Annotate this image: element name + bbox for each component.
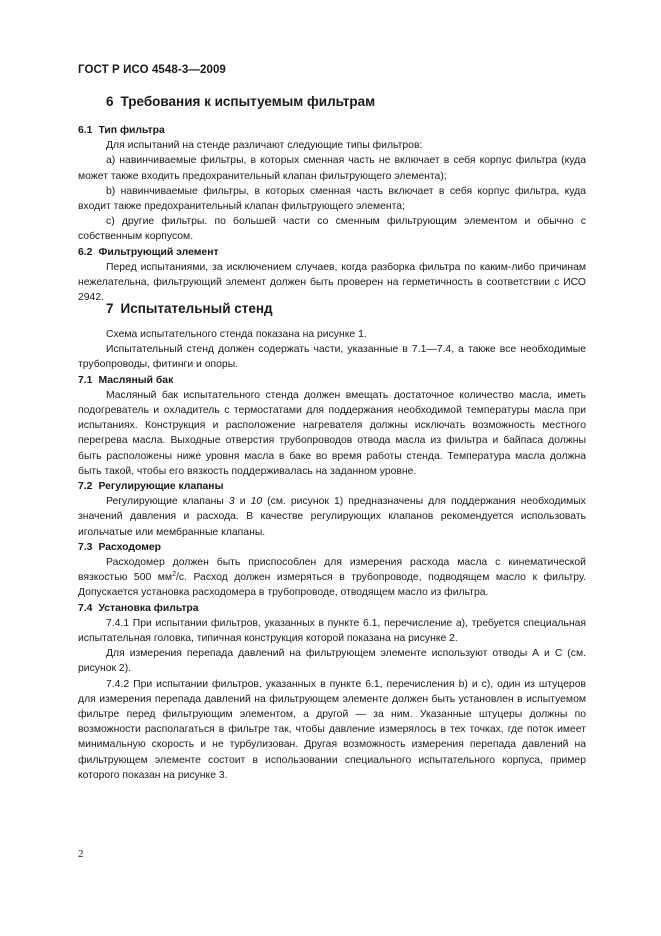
paragraph: Масляный бак испытательного стенда должен вмещать достаточное количество масла, иметь подогреватель и охладитель с термостатами для поддержания необходимой температуры масла при испытаниях. Конструкция и расположение нагревателя должны исключать возможность местного перегрева масла. Выходные отверстия трубопроводов отвода масла из фильтра и байпаса должны быть расположены ниже уровня масла в баке во время работы стенда. Температура масла должна быть такой, чтобы его вязкость поддерживалась на заданном уровне. — [78, 389, 586, 477]
paragraph — [78, 555, 586, 601]
subsection-7-4-number: 7.4 — [78, 602, 93, 614]
subsection-7-2-number: 7.2 — [78, 481, 93, 493]
page-number: 2 — [78, 848, 84, 860]
section-7-number: 7 — [106, 301, 114, 316]
superscript: 2 — [172, 571, 176, 579]
list-item-b: b) навинчиваемые фильтры, в которых сменная часть включает в себя корпус фильтра, куда входит также предохранительный клапан фильтрующего элемента; — [78, 185, 586, 213]
figure-ref: 3 — [228, 496, 235, 508]
text-run: Регулирующие клапаны — [106, 496, 229, 508]
section-6-title: Требования к испытуемым фильтрам — [120, 94, 376, 109]
text-run: и — [234, 496, 251, 508]
section-6-heading — [106, 94, 375, 109]
subsection-6-2-title: Фильтрующий элемент — [98, 246, 219, 258]
text-run: Расходомер должен быть приспособлен для измерения расхода масла с кинематической вязкостью 500 мм — [78, 557, 586, 584]
subsection-7-3-heading — [78, 540, 586, 555]
paragraph: Перед испытаниями, за исключением случаев, когда разборка фильтра по каким-либо причинам нежелательна, фильтрующий элемент должен быть проверен на герметичность в соответствии с ИСО 2942. — [78, 261, 586, 304]
subsection-6-1-title: Тип фильтра — [98, 125, 165, 136]
subsection-7-4-title: Установка фильтра — [98, 602, 199, 614]
paragraph: 7.4.1 При испытании фильтров, указанных в пункте 6.1, перечисление а), требуется специальная испытательная головка, типичная конструкция которой показана на рисунке 2. — [78, 617, 586, 645]
section-7-heading — [106, 301, 273, 316]
section-7-body — [78, 327, 586, 783]
figure-ref: 10 — [250, 496, 263, 508]
paragraph: Для испытаний на стенде различают следующие типы фильтров: — [106, 140, 423, 152]
subsection-7-2-title: Регулирующие клапаны — [98, 481, 224, 493]
section-6-body — [78, 123, 586, 305]
paragraph: Для измерения перепада давлений на фильтрующем элементе используют отводы А и С (см. рисунок 2). — [78, 648, 586, 675]
subsection-7-2-heading — [78, 479, 586, 494]
subsection-7-1-title: Масляный бак — [98, 374, 174, 386]
subsection-7-4-heading — [78, 601, 586, 616]
text-run: (см. рисунок 1) предназначены для поддержания необходимых значений давления и расхода. В качестве регулирующих клапанов рекомендуется использовать игольчатые или мембранные клапаны. — [78, 496, 586, 538]
text-run: /с. Расход должен измеряться в трубопроводе, подводящем масло к фильтру. Допускается установка расходомера в трубопроводе, отводящем масло из фильтра. — [78, 572, 587, 599]
paragraph: Схема испытательного стенда показана на рисунке 1. — [106, 329, 367, 340]
subsection-7-3-title: Расходомер — [98, 541, 162, 553]
paragraph: Испытательный стенд должен содержать части, указанные в 7.1—7.4, а также все необходимые трубопроводы, фитинги и опоры. — [78, 344, 586, 371]
subsection-6-2-heading — [78, 245, 586, 260]
list-item-c: с) другие фильтры. по большей части со сменным фильтрующим элементом и обычно с собственным корпусом. — [78, 216, 586, 243]
subsection-6-1-number: 6.1 — [78, 125, 93, 136]
standard-code: ГОСТ Р ИСО 4548-3—2009 — [78, 64, 226, 76]
paragraph — [78, 494, 586, 540]
subsection-7-1-number: 7.1 — [78, 374, 93, 386]
list-item-a: а) навинчиваемые фильтры, в которых сменная часть не включает в себя корпус фильтра (куда может также входить предохранительный клапан фильтрующего элемента); — [78, 155, 586, 182]
subsection-6-2-number: 6.2 — [78, 246, 93, 258]
subsection-7-3-number: 7.3 — [78, 541, 93, 553]
section-7-title: Испытательный стенд — [120, 301, 273, 316]
section-6-number: 6 — [106, 94, 114, 109]
subsection-7-1-heading — [78, 373, 586, 388]
paragraph: 7.4.2 При испытании фильтров, указанных в пункте 6.1, перечисления b) и с), один из штуцеров для измерения перепада давлений на фильтрующем элементе должен быть установлен в испытуемом фильтре перед фильтрующим элементом, а другой — за ним. Указанные штуцеры должны по возможности располагаться в фильтре так, чтобы давление измерялось в тех точках, где поток имеет минимальную скорость и не турбулизован. Другая возможность измерения перепада давлений на фильтрующем элементе состоит в использовании специального испытательного корпуса, пример которого показан на рисунке 3. — [78, 678, 586, 781]
subsection-6-1-heading — [78, 123, 586, 138]
